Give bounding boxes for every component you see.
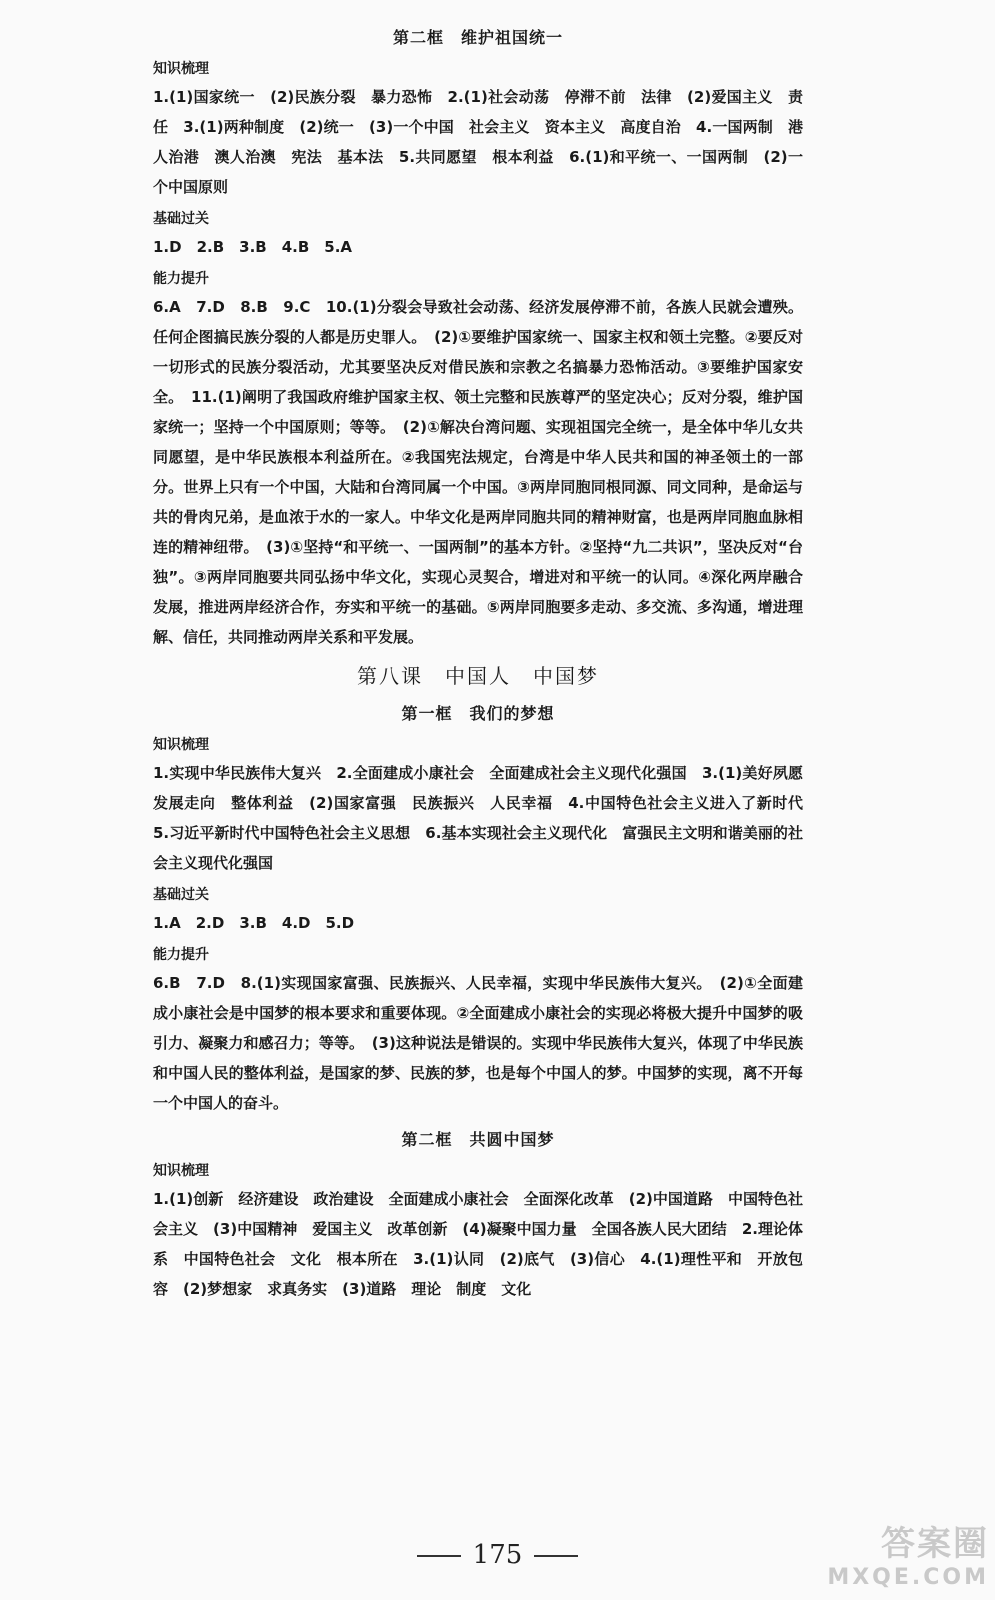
section-label: 能力提升 xyxy=(153,947,209,963)
section-label: 能力提升 xyxy=(153,271,209,287)
answer-text: 1.(1)创新 经济建设 政治建设 全面建成小康社会 全面深化改革 (2)中国道路 中国特色社会主义 (3)中国精神 爱国主义 改革创新 (4)凝聚中国力量 全国各族人民大团结 2.理论体系 中国特色社会 文化 根本所在 3.(1)认同 (2)底气 (3)信心 4.(1)理性平和 开放包容 (2)梦想家 求真务实 (3)道路 理论 制度 文化 xyxy=(153,1190,803,1298)
frame-title: 第一框 我们的梦想 xyxy=(401,704,555,723)
section-label: 知识梳理 xyxy=(153,1163,209,1179)
lesson-title: 第八课 中国人 中国梦 xyxy=(357,664,599,688)
answer-text: 1.实现中华民族伟大复兴 2.全面建成小康社会 全面建成社会主义现代化强国 3.(1)美好夙愿 发展走向 整体利益 (2)国家富强 民族振兴 人民幸福 4.中国特色社会主义进入了新时代 5.习近平新时代中国特色社会主义思想 6.基本实现社会主义现代化 富强民主文明和谐美丽的社会主义现代化强国 xyxy=(153,764,819,872)
watermark-title: 答案圈 xyxy=(881,1524,989,1564)
answer-text: 6.B 7.D 8.(1)实现国家富强、民族振兴、人民幸福，实现中华民族伟大复兴。 (2)①全面建成小康社会是中国梦的根本要求和重要体现。②全面建成小康社会的实现必将极大提升中国梦的吸引力、凝聚力和感召力；等等。 (3)这种说法是错误的。实现中华民族伟大复兴，体现了中华民族和中国人民的整体利益，是国家的梦、民族的梦，也是每个中国人的梦。中国梦的实现，离不开每一个中国人的奋斗。 xyxy=(153,974,803,1112)
section-label: 知识梳理 xyxy=(153,737,209,753)
section-label: 基础过关 xyxy=(153,211,209,227)
answer-text: 1.A 2.D 3.B 4.D 5.D xyxy=(153,914,355,932)
answer-text: 6.A 7.D 8.B 9.C 10.(1)分裂会导致社会动荡、经济发展停滞不前，各族人民就会遭殃。任何企图搞民族分裂的人都是历史罪人。 (2)①要维护国家统一、国家主权和领土完整。②要反对一切形式的民族分裂活动，尤其要坚决反对借民族和宗教之名搞暴力恐怖活动。③要维护国家安全。 11.(1)阐明了我国政府维护国家主权、领土完整和民族尊严的坚定决心；反对分裂，维护国家统一；坚持一个中国原则；等等。 (2)①解决台湾问题、实现祖国完全统一，是全体中华儿女共同愿望，是中华民族根本利益所在。②我国宪法规定，台湾是中华人民共和国的神圣领土的一部分。世界上只有一个中国，大陆和台湾同属一个中国。③两岸同胞同根同源、同文同种，是命运与共的骨肉兄弟，是血浓于水的一家人。中华文化是两岸同胞共同的精神财富，也是两岸同胞血脉相连的精神纽带。 (3)①坚持“和平统一、一国两制”的基本方针。②坚持“九二共识”，坚决反对“台独”。③两岸同胞要共同弘扬中华文化，实现心灵契合，增进对和平统一的认同。④深化两岸融合发展，推进两岸经济合作，夯实和平统一的基础。⑤两岸同胞要多走动、多交流、多沟通，增进理解、信任，共同推动两岸关系和平发展。 xyxy=(153,298,803,646)
footer-dash xyxy=(534,1555,578,1557)
frame-title: 第二框 维护祖国统一 xyxy=(392,28,563,47)
answer-text: 1.(1)国家统一 (2)民族分裂 暴力恐怖 2.(1)社会动荡 停滞不前 法律 (2)爱国主义 责任 3.(1)两种制度 (2)统一 (3)一个中国 社会主义 资本主义 高度自治 4.一国两制 港人治港 澳人治澳 宪法 基本法 5.共同愿望 根本利益 6.(1)和平统一、一国两制 (2)一个中国原则 xyxy=(153,88,803,196)
watermark-logo xyxy=(827,1516,989,1590)
footer-dash xyxy=(417,1555,461,1557)
section-label: 知识梳理 xyxy=(153,61,209,77)
page-number: 175 xyxy=(472,1540,523,1570)
frame-title: 第二框 共圆中国梦 xyxy=(401,1130,555,1149)
answer-text: 1.D 2.B 3.B 4.B 5.A xyxy=(153,238,353,256)
page-content xyxy=(153,20,819,1308)
watermark-url: MXQE.COM xyxy=(827,1565,989,1590)
section-label: 基础过关 xyxy=(153,887,209,903)
